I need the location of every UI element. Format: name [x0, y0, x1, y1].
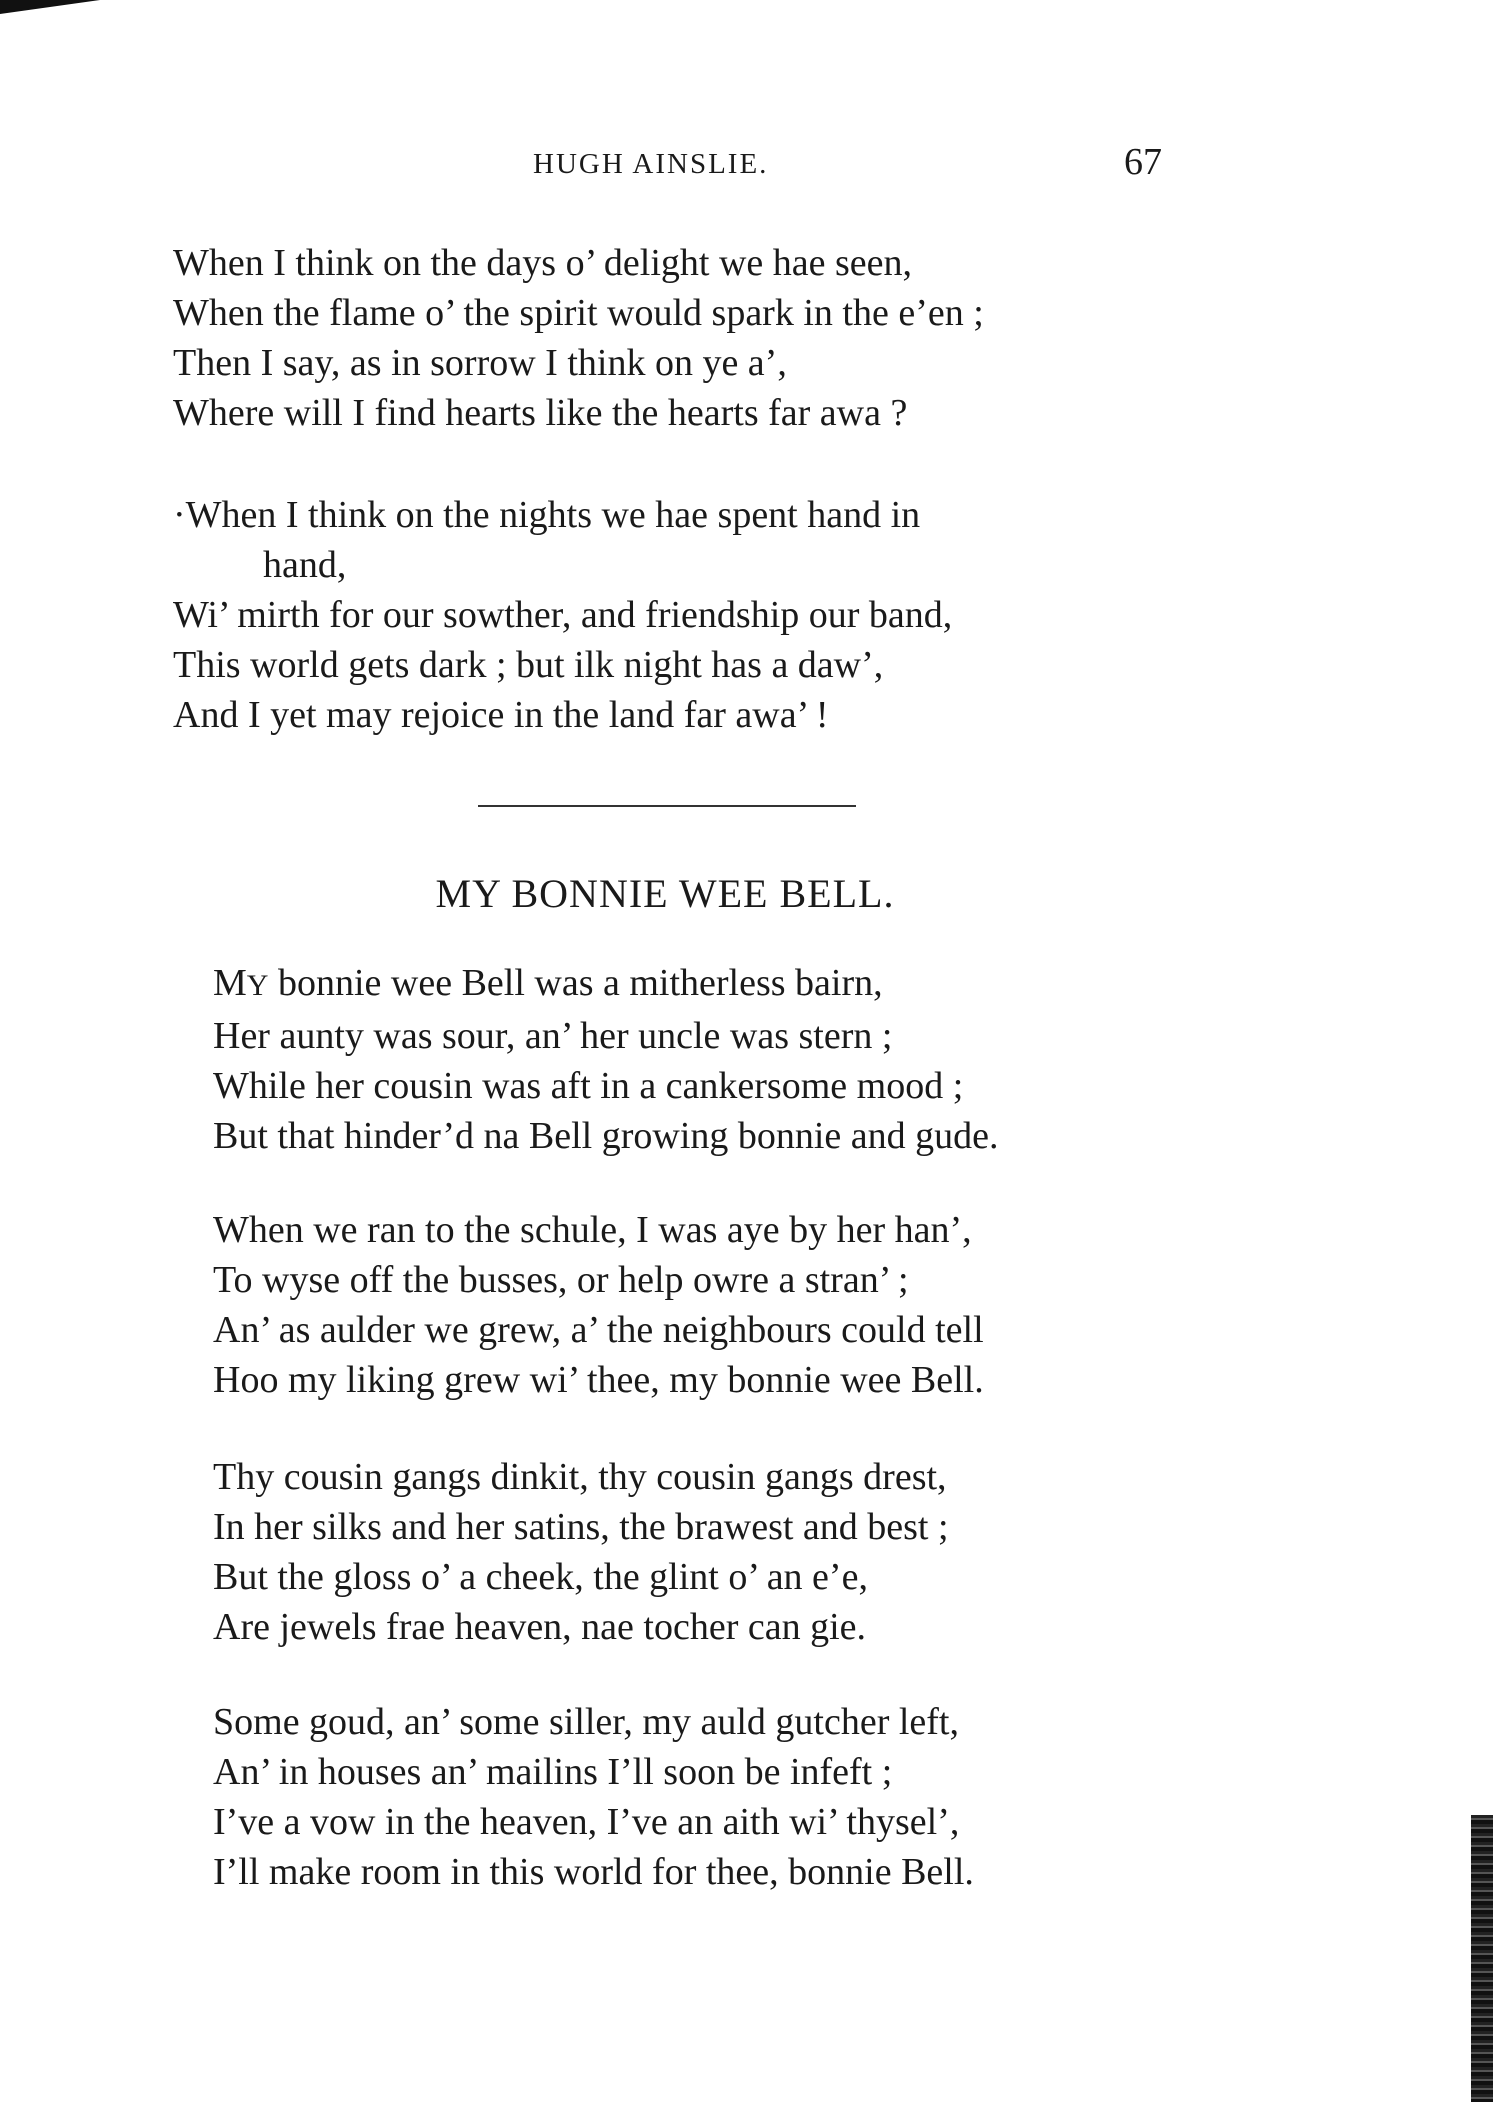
- verse-line: Where will I find hearts like the hearts far awa ?: [173, 392, 908, 434]
- verse-line: Then I say, as in sorrow I think on ye a’,: [173, 342, 787, 384]
- verse-line: ·When I think on the nights we hae spent hand in: [173, 494, 921, 536]
- running-header-title: HUGH AINSLIE.: [533, 148, 769, 180]
- verse-line: But the gloss o’ a cheek, the glint o’ an e’e,: [213, 1556, 868, 1598]
- verse-line: Her aunty was sour, an’ her uncle was stern ;: [213, 1015, 893, 1057]
- section-divider: [478, 805, 856, 807]
- verse-line: Thy cousin gangs dinkit, thy cousin gangs drest,: [213, 1456, 947, 1498]
- poem-stanza-4: [213, 1697, 974, 1897]
- poem-stanza-1: [213, 958, 999, 1161]
- small-caps-letter: Y: [246, 969, 269, 1002]
- verse-line-first: [213, 958, 999, 1011]
- stanza-top-1: [173, 238, 984, 438]
- verse-line: Are jewels frae heaven, nae tocher can gie.: [213, 1606, 867, 1648]
- poem-title: MY BONNIE WEE BELL.: [435, 871, 895, 916]
- verse-line: In her silks and her satins, the brawest and best ;: [213, 1506, 949, 1548]
- verse-line: I’ll make room in this world for thee, bonnie Bell.: [213, 1851, 974, 1893]
- verse-line: Hoo my liking grew wi’ thee, my bonnie wee Bell.: [213, 1359, 984, 1401]
- initial-letter: M: [213, 962, 247, 1004]
- verse-line: An’ as aulder we grew, a’ the neighbours could tell: [213, 1309, 984, 1351]
- page-edge-shadow: [1471, 1815, 1493, 2102]
- verse-line: While her cousin was aft in a cankersome mood ;: [213, 1065, 964, 1107]
- verse-line: And I yet may rejoice in the land far awa’ !: [173, 694, 829, 736]
- verse-line: Some goud, an’ some siller, my auld gutcher left,: [213, 1701, 959, 1743]
- first-line-rest: bonnie wee Bell was a mitherless bairn,: [268, 962, 883, 1004]
- page-number: 67: [1124, 141, 1162, 183]
- verse-line: When the flame o’ the spirit would spark in the e’en ;: [173, 292, 984, 334]
- page-corner-mark: [0, 0, 100, 14]
- poem-stanza-2: [213, 1205, 984, 1405]
- verse-line: To wyse off the busses, or help owre a stran’ ;: [213, 1259, 909, 1301]
- verse-line: An’ in houses an’ mailins I’ll soon be infeft ;: [213, 1751, 893, 1793]
- verse-line-continuation: hand,: [263, 544, 347, 586]
- poem-stanza-3: [213, 1452, 949, 1652]
- verse-line: I’ve a vow in the heaven, I’ve an aith wi’ thysel’,: [213, 1801, 960, 1843]
- verse-line: When we ran to the schule, I was aye by her han’,: [213, 1209, 972, 1251]
- stanza-top-2: [173, 490, 952, 740]
- verse-line: Wi’ mirth for our sowther, and friendship our band,: [173, 594, 953, 636]
- verse-line: This world gets dark ; but ilk night has a daw’,: [173, 644, 884, 686]
- verse-line: When I think on the days o’ delight we hae seen,: [173, 242, 913, 284]
- verse-line: But that hinder’d na Bell growing bonnie and gude.: [213, 1115, 999, 1157]
